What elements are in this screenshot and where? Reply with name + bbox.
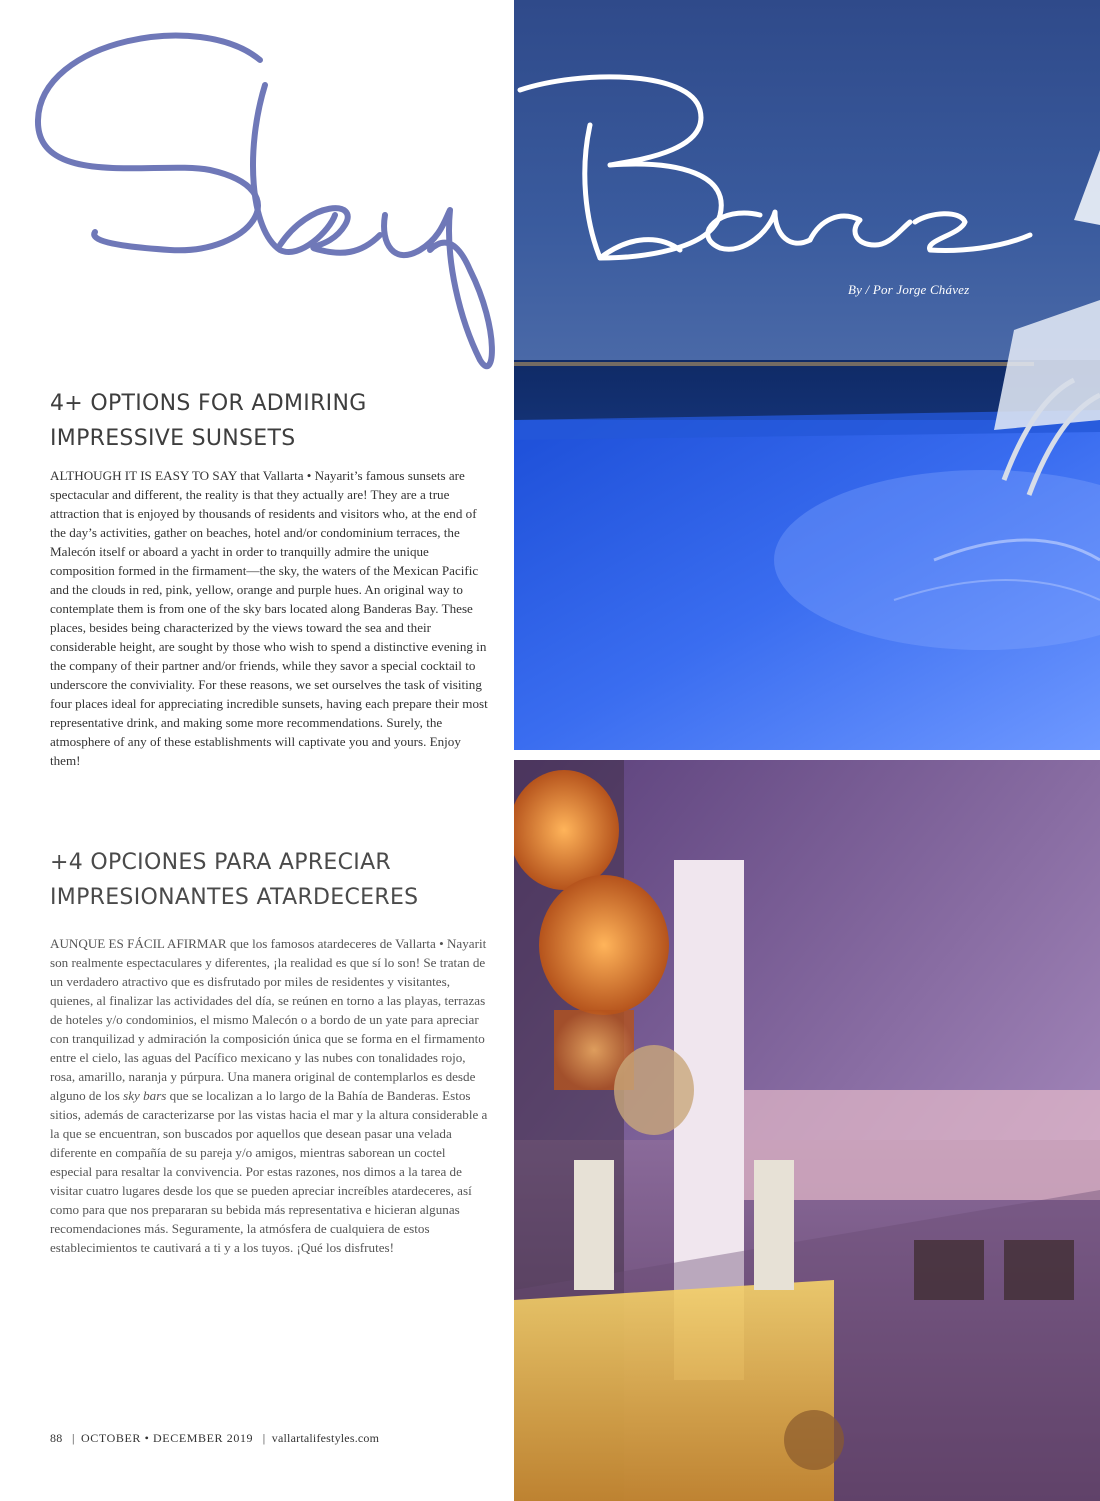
infinity-pool-image bbox=[514, 0, 1100, 750]
heading-spanish bbox=[50, 845, 490, 915]
issue-date: OCTOBER • DECEMBER 2019 bbox=[81, 1431, 254, 1445]
page-number: 88 bbox=[50, 1431, 63, 1445]
body-spanish-text-1: que los famosos atardeceres de Vallarta • Nayarit son realmente espectaculares y diferentes, ¡la realidad es que sí lo son! Se tratan de un verdadero atractivo que es disfrutado por miles de residentes y visitantes, quienes, al finalizar las actividades del día, se reúnen en torno a las playas, terrazas de hoteles y/o condominios, el mismo Malecón o a bordo de un yate para apreciar con tranquilizad y admiración la composición única que se forma en el firmamento entre el cielo, las aguas del Pacífico mexicano y las nubes con tonalidades rojo, rosa, amarillo, naranja y púrpura. Una manera original de contemplarlos es desde alguno de los bbox=[50, 936, 487, 1103]
body-spanish bbox=[50, 934, 490, 1257]
website-link[interactable]: vallartalifestyles.com bbox=[271, 1431, 380, 1445]
footer-separator-2: | bbox=[262, 1431, 266, 1445]
heading-spanish-line2: IMPRESIONANTES ATARDECERES bbox=[50, 885, 419, 910]
byline: By / Por Jorge Chávez bbox=[848, 282, 970, 297]
body-spanish-lead: AUNQUE ES FÁCIL AFIRMAR bbox=[50, 936, 227, 951]
heading-spanish-line1: +4 OPCIONES PARA APRECIAR bbox=[50, 850, 392, 875]
body-english-text: that Vallarta • Nayarit’s famous sunsets are spectacular and different, the reality is that they actually are! They are a true attraction that is enjoyed by thousands of residents and visitors who, at the end of the day’s activities, gather on beaches, hotel and/or condominium terraces, the Malecón itself or aboard a yacht in order to tranquilly admire the unique composition formed in the firmament—the sky, the waters of the Mexican Pacific and the clouds in red, pink, yellow, orange and purple hues. An original way to contemplate them is from one of the sky bars located along Banderas Bay. These places, besides being characterized by the views toward the sea and their considerable height, are sought by those who wish to spend a distinctive evening in the company of their partner and/or friends, while they savor a special cocktail to underscore the conviviality. For these reasons, we set ourselves the task of visiting four places ideal for appreciating incredible sunsets, having each prepare their most representative drink, and making some more recommendations. Surely, the atmosphere of any of these establishments will captivate you and yours. Enjoy them! bbox=[50, 468, 488, 768]
footer-separator-1: | bbox=[72, 1431, 75, 1445]
heading-english-line1: 4+ OPTIONS FOR ADMIRING bbox=[50, 391, 367, 416]
photo-sky-bar-interior bbox=[514, 760, 1100, 1501]
heading-english bbox=[50, 386, 490, 456]
heading-english-line2: IMPRESSIVE SUNSETS bbox=[50, 426, 296, 451]
body-english bbox=[50, 466, 490, 770]
page-footer bbox=[50, 1431, 379, 1446]
body-spanish-text-2: que se localizan a lo largo de la Bahía de Banderas. Estos sitios, además de caracterizarse por las vistas hacia el mar y la altura considerable a la que se encuentran, son buscados por aquellos que desean pasar una velada diferente en compañía de su pareja y/o amigos, mientras saborean un coctel especial para resaltar la convivencia. Por estas razones, nos dimos a la tarea de visitar cuatro lugares desde los que se pueden apreciar increíbles atardeceres, así como para que nos prepararan su bebida más representativa e hicieran algunas recomendaciones más. Seguramente, la atmósfera de cualquiera de estos establecimientos te cautivará a ti y a los tuyos. ¡Qué los disfrutes! bbox=[50, 1088, 488, 1255]
body-english-lead: ALTHOUGH IT IS EASY TO SAY bbox=[50, 468, 237, 483]
body-spanish-italic: sky bars bbox=[123, 1088, 167, 1103]
sky-bar-interior-image bbox=[514, 760, 1100, 1501]
photo-infinity-pool bbox=[514, 0, 1100, 750]
title-sky-lettering bbox=[38, 36, 492, 367]
